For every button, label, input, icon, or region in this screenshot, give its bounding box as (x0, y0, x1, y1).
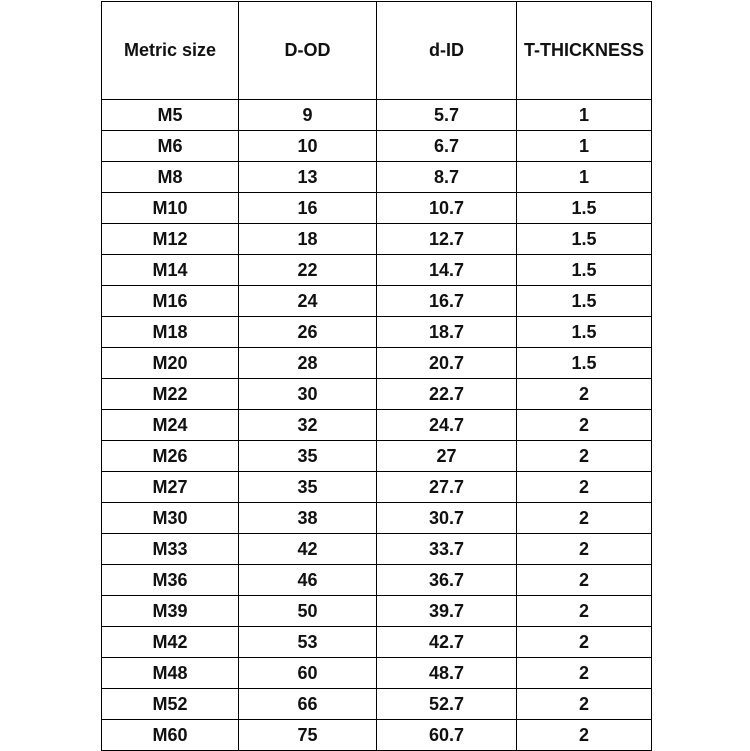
cell-inner-diameter: 27 (377, 441, 517, 472)
washer-size-table (101, 1, 652, 751)
cell-thickness: 2 (517, 410, 652, 441)
table-row (102, 193, 652, 224)
cell-inner-diameter: 8.7 (377, 162, 517, 193)
cell-thickness: 2 (517, 565, 652, 596)
table-row (102, 534, 652, 565)
table-row (102, 565, 652, 596)
header-thickness: T-THICKNESS (517, 2, 652, 100)
cell-outer-diameter: 53 (239, 627, 377, 658)
cell-outer-diameter: 28 (239, 348, 377, 379)
cell-outer-diameter: 75 (239, 720, 377, 751)
header-row (102, 2, 652, 100)
cell-thickness: 1 (517, 131, 652, 162)
cell-outer-diameter: 50 (239, 596, 377, 627)
table-row (102, 224, 652, 255)
cell-outer-diameter: 10 (239, 131, 377, 162)
header-inner-diameter: d-ID (377, 2, 517, 100)
table-row (102, 379, 652, 410)
table-header (102, 2, 652, 100)
cell-inner-diameter: 20.7 (377, 348, 517, 379)
cell-outer-diameter: 24 (239, 286, 377, 317)
cell-thickness: 2 (517, 441, 652, 472)
cell-inner-diameter: 10.7 (377, 193, 517, 224)
cell-thickness: 1.5 (517, 317, 652, 348)
header-outer-diameter: D-OD (239, 2, 377, 100)
cell-inner-diameter: 12.7 (377, 224, 517, 255)
cell-thickness: 2 (517, 689, 652, 720)
cell-thickness: 2 (517, 596, 652, 627)
cell-outer-diameter: 35 (239, 472, 377, 503)
table-row (102, 503, 652, 534)
table-row (102, 100, 652, 131)
table-body (102, 100, 652, 751)
cell-metric-size: M27 (102, 472, 239, 503)
cell-inner-diameter: 30.7 (377, 503, 517, 534)
cell-thickness: 1 (517, 100, 652, 131)
cell-thickness: 2 (517, 720, 652, 751)
cell-inner-diameter: 52.7 (377, 689, 517, 720)
table-row (102, 410, 652, 441)
cell-outer-diameter: 42 (239, 534, 377, 565)
cell-thickness: 1.5 (517, 348, 652, 379)
cell-metric-size: M33 (102, 534, 239, 565)
cell-thickness: 1.5 (517, 286, 652, 317)
cell-outer-diameter: 66 (239, 689, 377, 720)
table-row (102, 472, 652, 503)
table-row (102, 627, 652, 658)
cell-outer-diameter: 9 (239, 100, 377, 131)
cell-inner-diameter: 16.7 (377, 286, 517, 317)
cell-thickness: 1.5 (517, 193, 652, 224)
cell-outer-diameter: 35 (239, 441, 377, 472)
cell-inner-diameter: 18.7 (377, 317, 517, 348)
cell-thickness: 2 (517, 658, 652, 689)
cell-metric-size: M16 (102, 286, 239, 317)
cell-outer-diameter: 32 (239, 410, 377, 441)
cell-inner-diameter: 6.7 (377, 131, 517, 162)
cell-inner-diameter: 48.7 (377, 658, 517, 689)
cell-metric-size: M20 (102, 348, 239, 379)
cell-inner-diameter: 14.7 (377, 255, 517, 286)
cell-inner-diameter: 60.7 (377, 720, 517, 751)
cell-thickness: 2 (517, 503, 652, 534)
cell-metric-size: M18 (102, 317, 239, 348)
cell-metric-size: M10 (102, 193, 239, 224)
table-row (102, 720, 652, 751)
cell-outer-diameter: 38 (239, 503, 377, 534)
cell-thickness: 2 (517, 379, 652, 410)
table-row (102, 162, 652, 193)
table-row (102, 255, 652, 286)
cell-outer-diameter: 46 (239, 565, 377, 596)
cell-metric-size: M48 (102, 658, 239, 689)
cell-metric-size: M22 (102, 379, 239, 410)
cell-thickness: 2 (517, 627, 652, 658)
table-row (102, 596, 652, 627)
cell-metric-size: M52 (102, 689, 239, 720)
cell-inner-diameter: 5.7 (377, 100, 517, 131)
table-row (102, 441, 652, 472)
cell-inner-diameter: 36.7 (377, 565, 517, 596)
cell-metric-size: M8 (102, 162, 239, 193)
cell-thickness: 2 (517, 534, 652, 565)
cell-metric-size: M36 (102, 565, 239, 596)
table-row (102, 689, 652, 720)
table-row (102, 317, 652, 348)
cell-metric-size: M42 (102, 627, 239, 658)
cell-thickness: 1 (517, 162, 652, 193)
cell-metric-size: M24 (102, 410, 239, 441)
header-metric-size: Metric size (102, 2, 239, 100)
cell-outer-diameter: 22 (239, 255, 377, 286)
cell-thickness: 1.5 (517, 255, 652, 286)
cell-outer-diameter: 18 (239, 224, 377, 255)
cell-metric-size: M26 (102, 441, 239, 472)
cell-inner-diameter: 33.7 (377, 534, 517, 565)
cell-outer-diameter: 26 (239, 317, 377, 348)
cell-outer-diameter: 30 (239, 379, 377, 410)
cell-metric-size: M6 (102, 131, 239, 162)
cell-metric-size: M30 (102, 503, 239, 534)
cell-inner-diameter: 22.7 (377, 379, 517, 410)
cell-thickness: 1.5 (517, 224, 652, 255)
cell-metric-size: M5 (102, 100, 239, 131)
cell-outer-diameter: 16 (239, 193, 377, 224)
cell-outer-diameter: 13 (239, 162, 377, 193)
cell-metric-size: M12 (102, 224, 239, 255)
table-row (102, 131, 652, 162)
table-row (102, 286, 652, 317)
cell-metric-size: M39 (102, 596, 239, 627)
cell-inner-diameter: 39.7 (377, 596, 517, 627)
cell-metric-size: M14 (102, 255, 239, 286)
cell-inner-diameter: 42.7 (377, 627, 517, 658)
table-row (102, 658, 652, 689)
table-row (102, 348, 652, 379)
cell-inner-diameter: 24.7 (377, 410, 517, 441)
cell-metric-size: M60 (102, 720, 239, 751)
cell-inner-diameter: 27.7 (377, 472, 517, 503)
cell-outer-diameter: 60 (239, 658, 377, 689)
cell-thickness: 2 (517, 472, 652, 503)
